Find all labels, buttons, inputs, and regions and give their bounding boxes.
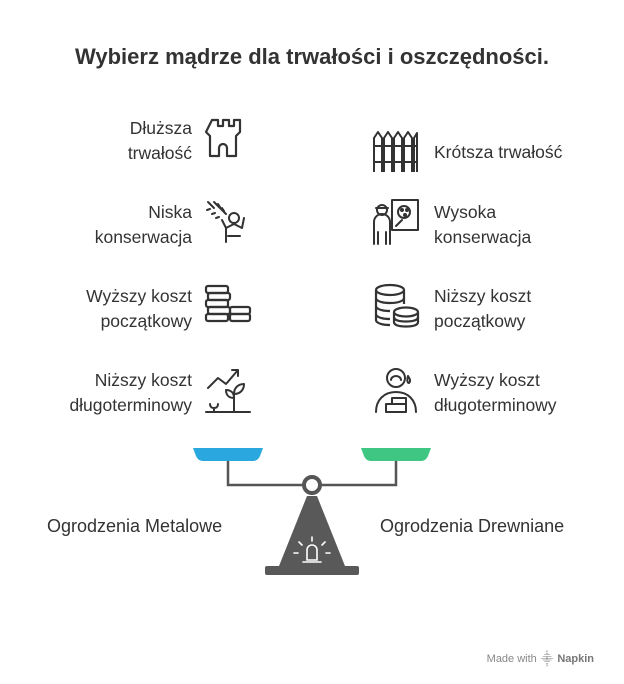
page-title: Wybierz mądrze dla trwałości i oszczędności. xyxy=(75,44,549,69)
shower-person-icon xyxy=(204,198,252,246)
right-label-2: Wysoka konserwacja xyxy=(434,202,532,247)
scale-base xyxy=(279,496,345,566)
made-with-text: Made with xyxy=(486,652,537,665)
left-pan xyxy=(193,448,263,461)
wood-fence-label: Ogrodzenia Drewniane xyxy=(380,516,565,536)
wooden-fence-icon xyxy=(372,126,420,174)
alarm-light-icon xyxy=(294,537,330,562)
right-label-1: Krótsza trwałość xyxy=(434,142,563,162)
scale-pivot xyxy=(304,477,320,493)
castle-tower-icon xyxy=(204,114,252,162)
right-label-4: Wyższy koszt długoterminowy xyxy=(434,370,557,415)
made-with-napkin[interactable] xyxy=(487,650,594,667)
napkin-logo-icon: ⸎ xyxy=(540,652,554,666)
right-pan xyxy=(361,448,431,461)
metal-fence-label: Ogrodzenia Metalowe xyxy=(47,516,223,536)
scale-beam xyxy=(228,461,396,485)
coin-stacks-icon xyxy=(204,282,252,330)
left-label-3: Wyższy koszt początkowy xyxy=(86,286,192,331)
left-label-4: Niższy koszt długoterminowy xyxy=(69,370,192,415)
left-label-2: Niska konserwacja xyxy=(94,202,192,247)
napkin-brand: Napkin xyxy=(557,652,594,665)
coin-stack-icon xyxy=(372,282,420,330)
left-label-1: Dłuższa trwałość xyxy=(127,118,192,163)
worried-person-money-icon xyxy=(372,366,420,414)
right-label-3: Niższy koszt początkowy xyxy=(434,286,532,331)
painter-worker-icon xyxy=(372,198,420,246)
growing-plant-chart-icon xyxy=(204,366,252,414)
